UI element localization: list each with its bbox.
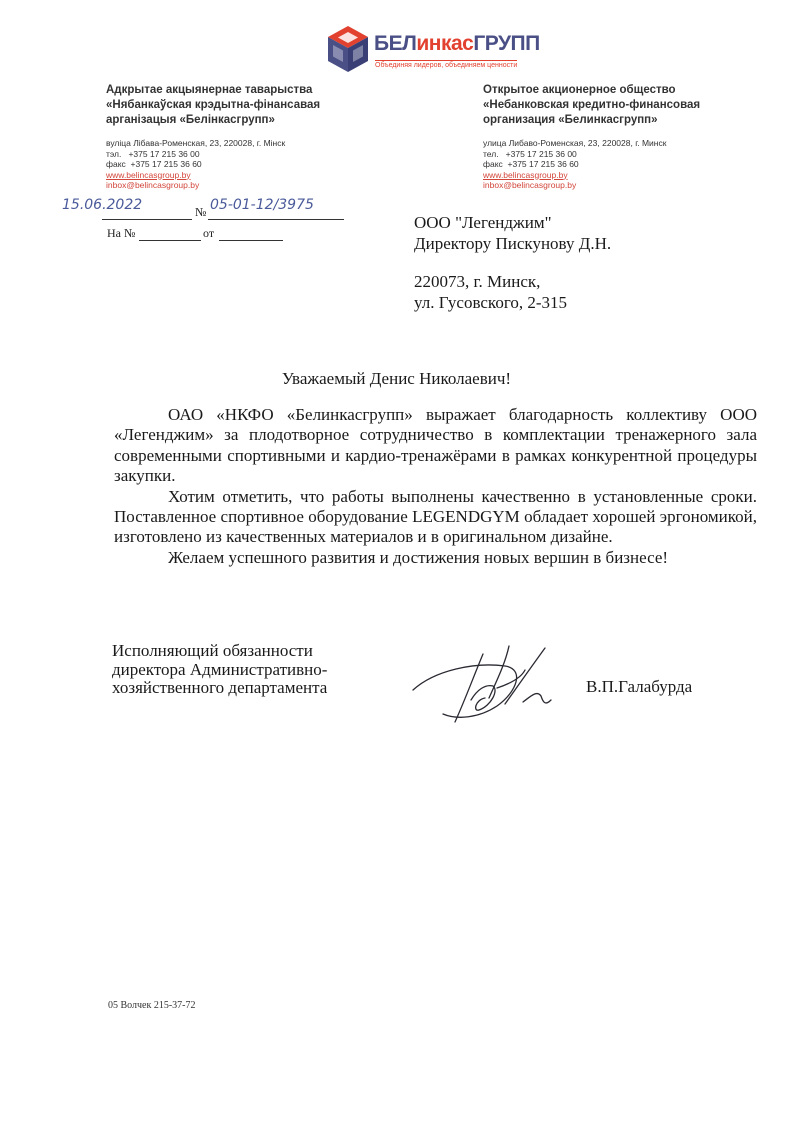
recipient-person: Директору Пискунову Д.Н. <box>414 234 612 253</box>
brand-wordmark: БЕЛинкасГРУПП <box>374 32 540 55</box>
address-line: улица Либаво-Роменская, 23, 220028, г. Минск <box>483 138 667 148</box>
recipient-company: ООО "Легенджим" <box>414 213 552 232</box>
letter-body <box>114 405 757 568</box>
handwritten-signature <box>405 640 575 730</box>
letterhead-left <box>106 83 396 191</box>
ref-from-label: от <box>203 226 215 240</box>
contact-block-ru <box>483 138 773 191</box>
email-link[interactable]: inbox@belincasgroup.by <box>106 180 200 190</box>
contact-block-by <box>106 138 396 191</box>
recipient-postal: 220073, г. Минск, <box>414 272 541 291</box>
fax-line: факс +375 17 215 36 60 <box>483 159 579 169</box>
company-logo <box>324 24 540 80</box>
registration-line <box>62 197 392 223</box>
email-link[interactable]: inbox@belincasgroup.by <box>483 180 577 190</box>
org-name-by: Адкрытае акцыянернае таварыства «Нябанкаўская крэдытна-фінансавая арганізацыя «Белінкасгрупп» <box>106 84 321 126</box>
recipient-street: ул. Гусовского, 2-315 <box>414 293 568 312</box>
org-name-ru: Открытое акционерное общество «Небанковская кредитно-финансовая организация «Белинкасгрупп» <box>483 84 701 126</box>
body-paragraph: ОАО «НКФО «Белинкасгрупп» выражает благодарность коллективу ООО «Легенджим» за плодотворное сотрудничество в комплектации тренажерного зала современными спортивными и кардио-тренажёрами в рамках конкурентной процедуры закупки. <box>114 405 757 486</box>
address-line: вуліца Лібава-Роменская, 23, 220028, г. Мінск <box>106 138 286 148</box>
reg-number: 05-01-12/3975 <box>210 197 314 213</box>
fax-line: факс +375 17 215 36 60 <box>106 159 202 169</box>
executor-note: 05 Волчек 215-37-72 <box>108 1000 196 1011</box>
reference-line <box>107 226 307 244</box>
phone-line: тел. +375 17 215 36 00 <box>483 148 577 159</box>
recipient-block <box>414 212 611 313</box>
ref-label: На № <box>107 226 136 240</box>
body-paragraph: Хотим отметить, что работы выполнены качественно в установленные сроки. Поставленное спортивное оборудование LEGENDGYM обладает хорошей эргономикой, изготовлено из качественных материалов и в оригинальном дизайне. <box>114 486 757 547</box>
signer-title: Исполняющий обязанности директора Административно- хозяйственного департамента <box>112 641 328 697</box>
reg-number-label: № <box>195 205 207 219</box>
phone-line: тэл. +375 17 215 36 00 <box>106 148 200 159</box>
letterhead-right <box>483 83 773 191</box>
brand-tagline: Объединяя лидеров, объединяем ценности <box>375 62 518 69</box>
body-paragraph: Желаем успешного развития и достижения новых вершин в бизнесе! <box>168 547 669 567</box>
website-link[interactable]: www.belincasgroup.by <box>483 169 568 180</box>
cube-logo-icon <box>324 24 372 76</box>
salutation: Уважаемый Денис Николаевич! <box>281 369 512 388</box>
signer-name: В.П.Галабурда <box>586 677 693 696</box>
website-link[interactable]: www.belincasgroup.by <box>106 169 191 180</box>
reg-date: 15.06.2022 <box>62 197 143 213</box>
